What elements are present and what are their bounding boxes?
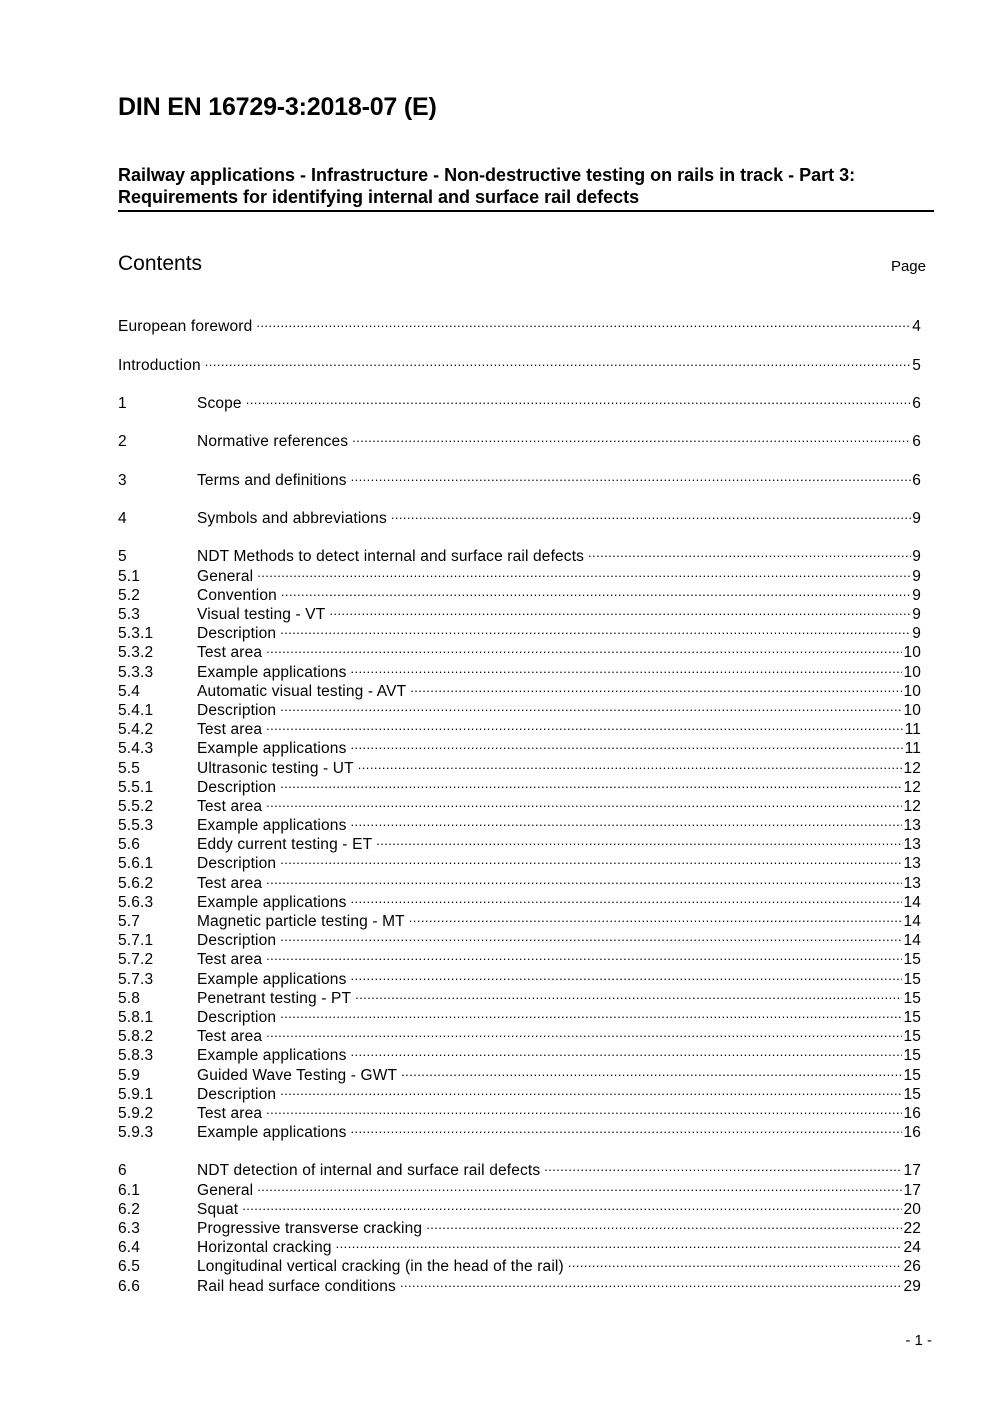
toc-entry-title[interactable]: Squat: [197, 1200, 239, 1218]
toc-entry-title[interactable]: Test area: [197, 721, 263, 739]
toc-entry-page[interactable]: 9: [912, 606, 921, 623]
toc-dot-leader: [329, 600, 911, 619]
toc-dot-leader: [350, 811, 902, 830]
toc-dot-leader: [256, 312, 911, 331]
toc-entry-title[interactable]: Horizontal cracking: [197, 1239, 332, 1257]
toc-entry-title[interactable]: Scope: [197, 394, 242, 412]
toc-entry-number: 6.5: [118, 1258, 140, 1276]
toc-entry-page[interactable]: 29: [903, 1277, 921, 1295]
toc-entry-title[interactable]: Description: [197, 1085, 277, 1103]
toc-entry[interactable]: [118, 1252, 921, 1276]
toc-entry[interactable]: [118, 734, 921, 758]
toc-entry-title[interactable]: Magnetic particle testing - MT: [197, 913, 405, 930]
toc-dot-leader: [266, 1099, 902, 1118]
toc-entry-title[interactable]: Eddy current testing - ET: [197, 836, 373, 854]
toc-dot-leader: [401, 1060, 902, 1079]
toc-entry[interactable]: [118, 811, 921, 835]
toc-entry[interactable]: [118, 1022, 921, 1046]
toc-entry-number: 5.9.2: [118, 1104, 154, 1122]
toc-entry-page[interactable]: 24: [903, 1239, 921, 1257]
toc-entry-title[interactable]: Description: [197, 701, 277, 719]
toc-entry-number: 5.3: [118, 606, 140, 623]
toc-entry-title[interactable]: NDT detection of internal and surface rail defects: [197, 1162, 541, 1180]
toc-entry-number: 5.9.1: [118, 1085, 154, 1103]
toc-entry-page[interactable]: 10: [903, 644, 921, 662]
toc-dot-leader: [242, 1195, 902, 1214]
toc-entry-number: 5.7.1: [118, 932, 154, 950]
toc-entry[interactable]: [118, 638, 921, 662]
toc-entry-number: 5.5.3: [118, 817, 154, 835]
toc-entry-title[interactable]: Test area: [197, 1104, 263, 1122]
toc-entry-title[interactable]: Description: [197, 778, 277, 796]
toc-entry-page[interactable]: 12: [903, 759, 921, 777]
toc-dot-leader: [350, 734, 903, 753]
toc-dot-leader: [257, 561, 911, 580]
toc-dot-leader: [400, 1271, 903, 1290]
title-divider: [118, 210, 934, 212]
toc-entry-number: 1: [118, 394, 127, 412]
toc-entry[interactable]: [118, 1214, 921, 1237]
toc-entry-page[interactable]: 15: [903, 1028, 921, 1046]
toc-entry-page[interactable]: 4: [912, 318, 921, 336]
toc-entry[interactable]: [118, 600, 921, 623]
toc-entry[interactable]: [118, 926, 921, 950]
toc-dot-leader: [355, 984, 902, 1003]
toc-entry[interactable]: [118, 350, 921, 374]
toc-entry[interactable]: [118, 677, 921, 700]
toc-entry-number: 5.4: [118, 682, 140, 700]
toc-dot-leader: [358, 753, 903, 772]
toc-entry-page[interactable]: 15: [903, 970, 921, 988]
toc-entry[interactable]: [118, 696, 921, 719]
toc-entry-title[interactable]: Rail head surface conditions: [197, 1277, 396, 1295]
toc-entry-title[interactable]: Example applications: [197, 817, 347, 835]
toc-entry-title[interactable]: Example applications: [197, 893, 347, 911]
toc-entry[interactable]: [118, 830, 921, 854]
toc-entry-title[interactable]: Automatic visual testing - AVT: [197, 682, 407, 700]
toc-entry-page[interactable]: 15: [903, 1066, 921, 1084]
toc-entry-title[interactable]: Description: [197, 932, 277, 950]
toc-entry-number: 5.7.2: [118, 951, 154, 969]
toc-entry-page[interactable]: 13: [903, 874, 921, 892]
toc-entry-title[interactable]: Example applications: [197, 1124, 347, 1142]
toc-entry-page[interactable]: 17: [903, 1181, 921, 1199]
toc-entry-title[interactable]: Description: [197, 625, 277, 643]
toc-entry-page[interactable]: 12: [903, 778, 921, 796]
toc-entry-number: 3: [118, 471, 127, 489]
toc-dot-leader: [280, 773, 902, 792]
toc-entry-title[interactable]: Test area: [197, 1028, 263, 1046]
toc-entry-title[interactable]: Test area: [197, 644, 263, 662]
toc-entry[interactable]: [118, 581, 921, 604]
document-title: DIN EN 16729-3:2018-07 (E): [118, 93, 437, 121]
footer-page-number: - 1 -: [905, 1332, 932, 1349]
toc-dot-leader: [409, 907, 903, 926]
toc-entry[interactable]: [118, 466, 921, 489]
toc-dot-leader: [281, 581, 911, 600]
toc-entry[interactable]: [118, 1271, 921, 1295]
toc-entry-title[interactable]: Introduction: [118, 356, 201, 374]
toc-dot-leader: [351, 466, 912, 485]
document-subtitle: Railway applications - Infrastructure - Non-destructive testing on rails in track - Part 3: Requirements for identifying internal and surface rail defects: [118, 165, 856, 207]
toc-entry-number: 5.5.1: [118, 778, 154, 796]
toc-entry[interactable]: [118, 945, 921, 969]
toc-entry[interactable]: [118, 964, 921, 988]
toc-entry-page[interactable]: 16: [903, 1104, 921, 1122]
toc-entry-page[interactable]: 15: [903, 1008, 921, 1026]
toc-dot-leader: [266, 868, 902, 887]
toc-entry-number: 5.8.2: [118, 1028, 154, 1046]
toc-dot-leader: [280, 926, 902, 945]
page-column-label: Page: [890, 258, 926, 275]
toc-dot-leader: [266, 792, 902, 811]
toc-entry-title[interactable]: Guided Wave Testing - GWT: [197, 1066, 398, 1084]
toc-entry-page[interactable]: 15: [903, 1047, 921, 1065]
toc-entry-number: 5.6.1: [118, 855, 154, 873]
toc-entry[interactable]: [118, 1099, 921, 1122]
toc-entry-page[interactable]: 6: [912, 394, 921, 412]
toc-entry-title[interactable]: Test area: [197, 797, 263, 815]
toc-entry-page[interactable]: 9: [912, 567, 921, 585]
toc-dot-leader: [350, 964, 902, 983]
toc-entry[interactable]: [118, 1003, 921, 1026]
toc-entry-page[interactable]: 13: [903, 817, 921, 835]
toc-entry-number: 5.4.1: [118, 701, 154, 719]
toc-entry-page[interactable]: 13: [903, 855, 921, 873]
toc-entry-number: 5.3.3: [118, 663, 154, 681]
toc-entry-page[interactable]: 5: [912, 356, 921, 374]
toc-entry-title[interactable]: Terms and definitions: [197, 471, 347, 489]
toc-entry-number: 5.2: [118, 586, 140, 604]
toc-entry[interactable]: [118, 504, 921, 528]
toc-entry-title[interactable]: Example applications: [197, 1047, 347, 1065]
toc-dot-leader: [352, 427, 911, 446]
toc-dot-leader: [376, 830, 902, 849]
toc-entry[interactable]: [118, 868, 921, 892]
toc-dot-leader: [246, 389, 912, 408]
toc-entry-page[interactable]: 26: [903, 1258, 921, 1276]
toc-entry-page[interactable]: 9: [912, 625, 921, 643]
toc-entry-page[interactable]: 9: [912, 548, 921, 566]
toc-entry[interactable]: [118, 792, 921, 815]
toc-dot-leader: [280, 1080, 902, 1099]
toc-entry-number: 6.4: [118, 1239, 140, 1257]
toc-entry-page[interactable]: 10: [903, 701, 921, 719]
toc-entry-number: 6.1: [118, 1181, 140, 1199]
toc-dot-leader: [280, 619, 911, 638]
toc-entry-title[interactable]: Test area: [197, 874, 263, 892]
toc-entry-title[interactable]: Visual testing - VT: [197, 606, 326, 623]
table-of-contents: [118, 312, 921, 1295]
toc-entry-number: 5.3.1: [118, 625, 154, 643]
toc-entry-number: 5.6: [118, 836, 140, 854]
toc-entry-page[interactable]: 15: [903, 989, 921, 1007]
toc-entry-page[interactable]: 15: [903, 951, 921, 969]
toc-entry-title[interactable]: NDT Methods to detect internal and surface rail defects: [197, 548, 585, 566]
toc-dot-leader: [350, 1041, 902, 1060]
toc-entry-page[interactable]: 14: [903, 893, 921, 911]
toc-entry-page[interactable]: 20: [903, 1200, 921, 1218]
toc-entry-number: 5: [118, 548, 127, 566]
toc-entry-title[interactable]: Normative references: [197, 433, 349, 451]
toc-entry[interactable]: [118, 561, 921, 585]
toc-entry[interactable]: [118, 1233, 921, 1257]
toc-dot-leader: [266, 715, 904, 734]
toc-entry[interactable]: [118, 984, 921, 1007]
toc-entry-page[interactable]: 11: [904, 740, 921, 758]
toc-entry-page[interactable]: 9: [912, 510, 921, 528]
toc-entry-number: 4: [118, 510, 127, 528]
toc-entry-number: 5.1: [118, 567, 140, 585]
toc-entry-title[interactable]: Penetrant testing - PT: [197, 989, 352, 1007]
toc-entry-title[interactable]: Longitudinal vertical cracking (in the head of the rail): [197, 1258, 564, 1276]
toc-entry[interactable]: [118, 312, 921, 336]
toc-entry-number: 6.3: [118, 1220, 140, 1237]
toc-entry-page[interactable]: 10: [903, 682, 921, 700]
toc-dot-leader: [257, 1175, 902, 1194]
toc-entry-number: 6.6: [118, 1277, 140, 1295]
toc-entry[interactable]: [118, 849, 921, 873]
toc-entry-number: 5.8.1: [118, 1008, 154, 1026]
toc-dot-leader: [266, 638, 902, 657]
toc-entry-number: 5.7.3: [118, 970, 154, 988]
toc-entry-number: 5.8.3: [118, 1047, 154, 1065]
toc-entry[interactable]: [118, 1175, 921, 1199]
toc-entry[interactable]: [118, 542, 921, 566]
toc-entry-title[interactable]: Test area: [197, 951, 263, 969]
toc-dot-leader: [266, 945, 902, 964]
toc-entry-title[interactable]: Example applications: [197, 740, 347, 758]
toc-entry-number: 5.6.3: [118, 893, 154, 911]
toc-dot-leader: [568, 1252, 903, 1271]
toc-entry-page[interactable]: 17: [903, 1162, 921, 1180]
toc-dot-leader: [280, 849, 902, 868]
toc-dot-leader: [266, 1022, 902, 1041]
toc-dot-leader: [391, 504, 911, 523]
toc-entry[interactable]: [118, 753, 921, 777]
toc-entry-page[interactable]: 9: [912, 586, 921, 604]
toc-entry-number: 6: [118, 1162, 127, 1180]
toc-entry-page[interactable]: 16: [903, 1124, 921, 1142]
toc-entry-title[interactable]: General: [197, 567, 254, 585]
toc-entry-page[interactable]: 6: [912, 433, 921, 451]
toc-entry[interactable]: [118, 1041, 921, 1065]
toc-entry-number: 5.3.2: [118, 644, 154, 662]
toc-dot-leader: [350, 657, 902, 676]
toc-dot-leader: [410, 677, 902, 696]
toc-entry-number: 5.4.2: [118, 721, 154, 739]
toc-entry-page[interactable]: 12: [903, 797, 921, 815]
toc-entry-page[interactable]: 13: [903, 836, 921, 854]
toc-entry-page[interactable]: 15: [903, 1085, 921, 1103]
toc-entry-page[interactable]: 14: [903, 932, 921, 950]
toc-entry-number: 5.8: [118, 989, 140, 1007]
toc-entry-title[interactable]: Description: [197, 855, 277, 873]
toc-entry[interactable]: [118, 888, 921, 911]
toc-entry-page[interactable]: 11: [904, 721, 921, 739]
toc-entry-number: 5.5.2: [118, 797, 154, 815]
toc-entry[interactable]: [118, 389, 921, 412]
toc-dot-leader: [205, 350, 911, 369]
toc-entry[interactable]: [118, 907, 921, 930]
toc-dot-leader: [588, 542, 911, 561]
toc-entry-number: 5.7: [118, 913, 140, 930]
contents-heading: Contents: [118, 252, 203, 275]
toc-entry[interactable]: [118, 427, 921, 451]
toc-entry[interactable]: [118, 657, 921, 681]
toc-entry-title[interactable]: Description: [197, 1008, 277, 1026]
toc-entry-number: 5.4.3: [118, 740, 154, 758]
toc-entry[interactable]: [118, 1195, 921, 1218]
toc-entry-title[interactable]: Convention: [197, 586, 277, 604]
toc-dot-leader: [280, 696, 902, 715]
toc-dot-leader: [350, 888, 902, 907]
toc-entry-page[interactable]: 22: [903, 1220, 921, 1237]
toc-entry-number: 5.9: [118, 1066, 140, 1084]
toc-entry[interactable]: [118, 715, 921, 739]
toc-entry-number: 5.9.3: [118, 1124, 154, 1142]
toc-entry-title[interactable]: Example applications: [197, 663, 347, 681]
toc-entry[interactable]: [118, 619, 921, 643]
toc-entry-title[interactable]: Symbols and abbreviations: [197, 510, 387, 528]
toc-entry-title[interactable]: Progressive transverse cracking: [197, 1220, 423, 1237]
toc-dot-leader: [426, 1214, 902, 1233]
toc-entry-title[interactable]: European foreword: [118, 318, 253, 336]
toc-dot-leader: [280, 1003, 902, 1022]
toc-dot-leader: [544, 1156, 902, 1175]
toc-entry-title[interactable]: Example applications: [197, 970, 347, 988]
toc-entry-number: 5.6.2: [118, 874, 154, 892]
toc-entry-page[interactable]: 6: [912, 471, 921, 489]
toc-dot-leader: [336, 1233, 903, 1252]
toc-entry-title[interactable]: Ultrasonic testing - UT: [197, 759, 354, 777]
toc-entry[interactable]: [118, 1080, 921, 1103]
toc-entry[interactable]: [118, 773, 921, 796]
toc-entry-title[interactable]: General: [197, 1181, 254, 1199]
toc-entry[interactable]: [118, 1156, 921, 1180]
toc-entry-number: 5.5: [118, 759, 140, 777]
toc-entry[interactable]: [118, 1118, 921, 1142]
toc-entry-number: 6.2: [118, 1200, 140, 1218]
toc-entry-page[interactable]: 14: [903, 913, 921, 930]
toc-entry-number: 2: [118, 433, 127, 451]
toc-entry-page[interactable]: 10: [903, 663, 921, 681]
toc-entry[interactable]: [118, 1060, 921, 1084]
toc-dot-leader: [350, 1118, 902, 1137]
